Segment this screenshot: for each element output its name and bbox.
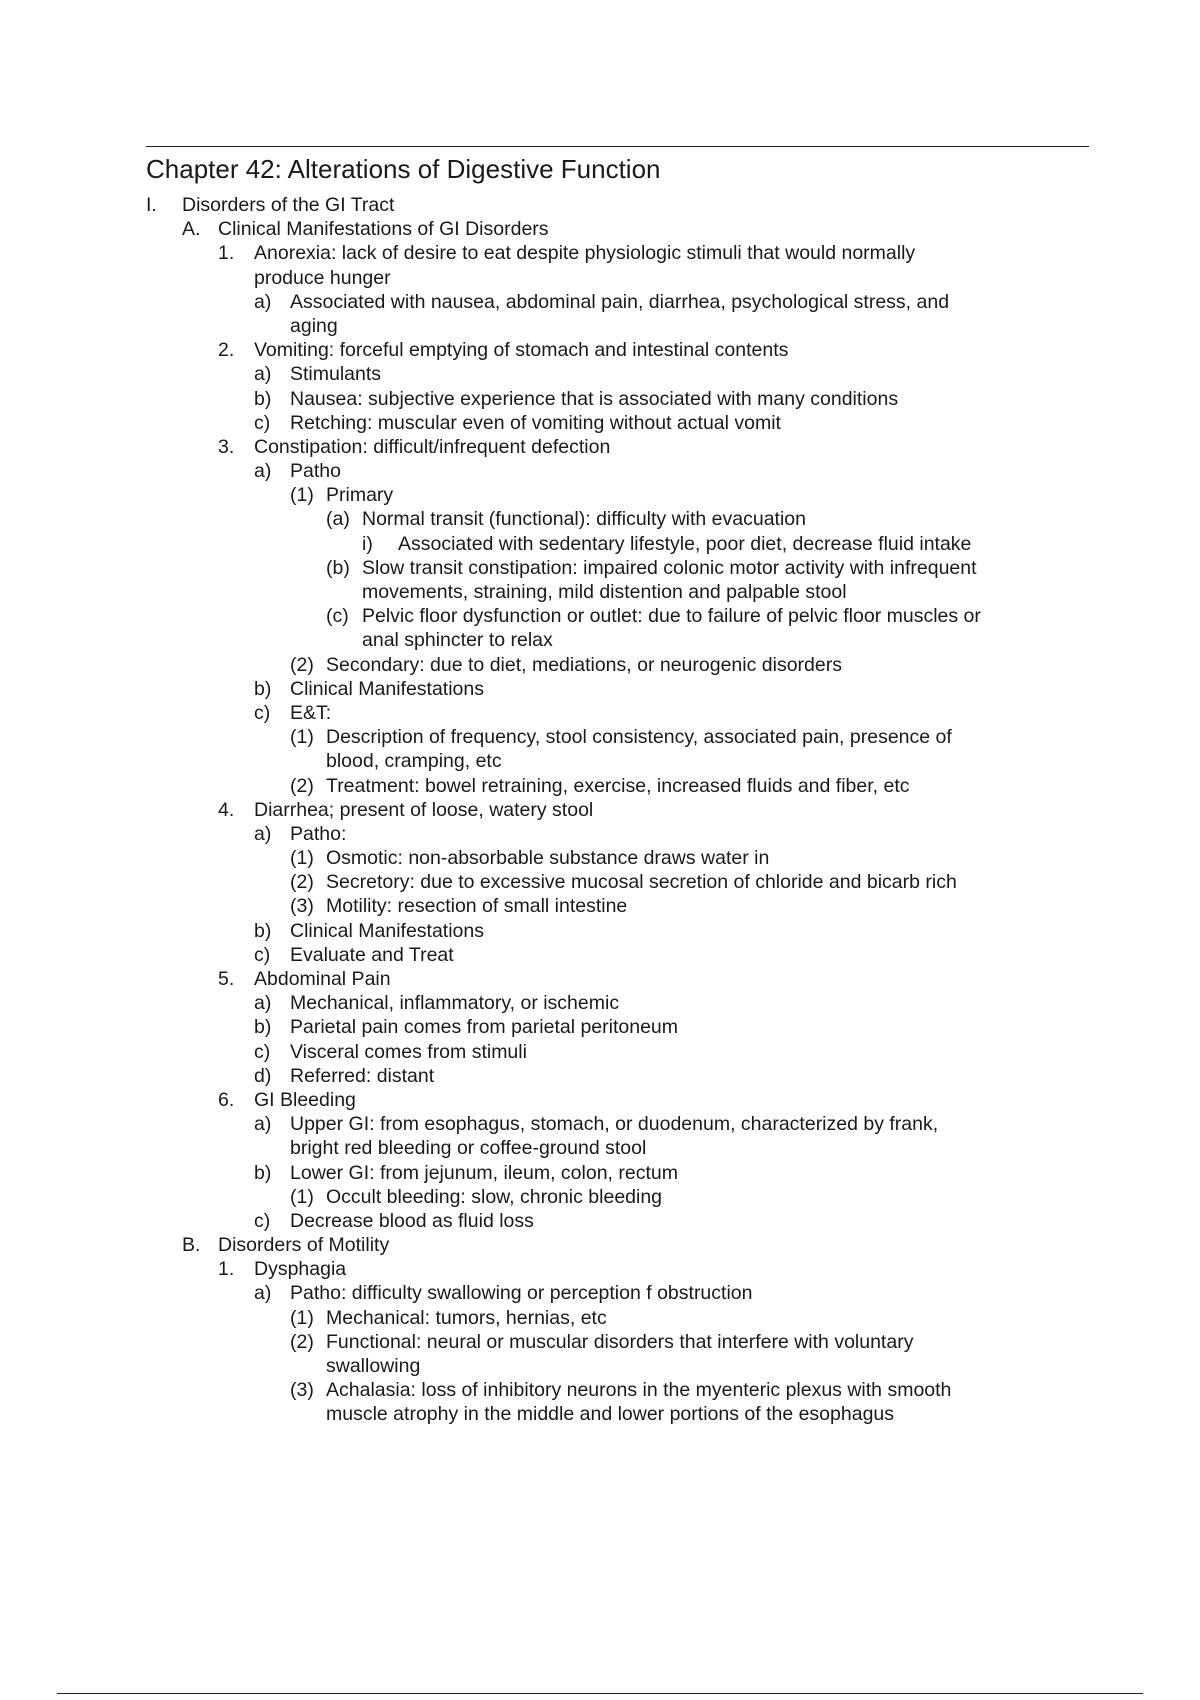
outline-text: Upper GI: from esophagus, stomach, or duodenum, characterized by frank, [290, 1113, 939, 1136]
outline-line [0, 1209, 1200, 1233]
outline-line [0, 314, 1200, 338]
outline-line [0, 217, 1200, 241]
outline-marker: (b) [326, 556, 350, 579]
outline-text: Visceral comes from stimuli [290, 1040, 527, 1063]
outline-text: Patho: difficulty swallowing or perception f obstruction [290, 1282, 753, 1305]
outline-line [0, 338, 1200, 362]
outline-line [0, 725, 1200, 749]
outline-marker: I. [146, 194, 157, 216]
outline-line [0, 1378, 1200, 1402]
outline-line [0, 580, 1200, 604]
outline-text: Patho: [290, 822, 347, 845]
outline-line [0, 1233, 1200, 1257]
outline-line [0, 894, 1200, 918]
outline-text: Clinical Manifestations [290, 919, 485, 942]
outline-line [0, 1088, 1200, 1112]
outline-line [0, 774, 1200, 798]
outline-text: aging [290, 314, 338, 337]
outline-line [0, 556, 1200, 580]
outline-text: Secretory: due to excessive mucosal secretion of chloride and bicarb rich [326, 871, 957, 894]
bottom-rule [57, 1693, 1143, 1694]
outline-line [0, 1040, 1200, 1064]
outline-text: muscle atrophy in the middle and lower portions of the esophagus [326, 1403, 895, 1426]
outline-text: Disorders of Motility [218, 1234, 390, 1257]
outline-marker: c) [254, 1209, 271, 1232]
outline-line [0, 653, 1200, 677]
outline-marker: (2) [290, 774, 314, 797]
outline-marker: d) [254, 1064, 272, 1087]
outline-line [0, 387, 1200, 411]
outline-marker: 2. [218, 339, 235, 362]
outline-marker: (3) [290, 1379, 314, 1402]
outline-line [0, 1281, 1200, 1305]
outline-line [0, 1161, 1200, 1185]
outline-marker: 1. [218, 1258, 235, 1281]
outline-marker: a) [254, 992, 272, 1015]
outline-line [0, 483, 1200, 507]
outline-line [0, 507, 1200, 531]
outline-text: Decrease blood as fluid loss [290, 1209, 534, 1232]
outline-marker: c) [254, 1040, 271, 1063]
outline-line [0, 991, 1200, 1015]
outline-line [0, 1015, 1200, 1039]
outline-line [0, 241, 1200, 265]
outline-line [0, 290, 1200, 314]
outline-marker: c) [254, 411, 271, 434]
outline-text: Description of frequency, stool consistency, associated pain, presence of [326, 726, 952, 749]
outline-line [0, 870, 1200, 894]
outline-text: Motility: resection of small intestine [326, 895, 628, 918]
outline-line [0, 1136, 1200, 1160]
outline-text: Stimulants [290, 363, 382, 386]
outline-line [0, 1112, 1200, 1136]
outline-marker: a) [254, 290, 272, 313]
top-rule [146, 146, 1089, 147]
outline-text: Osmotic: non-absorbable substance draws water in [326, 847, 770, 870]
outline-marker: (a) [326, 508, 350, 531]
outline-text: Constipation: difficult/infrequent defection [254, 435, 611, 458]
outline-marker: a) [254, 1113, 272, 1136]
outline-text: Anorexia: lack of desire to eat despite physiologic stimuli that would normally [254, 242, 916, 265]
outline-text: Patho [290, 460, 341, 483]
outline-marker: (1) [290, 847, 314, 870]
outline-text: Nausea: subjective experience that is associated with many conditions [290, 387, 899, 410]
outline-line [0, 749, 1200, 773]
outline-text: anal sphincter to relax [362, 629, 553, 652]
outline-line [0, 1064, 1200, 1088]
outline-text: Dysphagia [254, 1258, 347, 1281]
outline-text: Normal transit (functional): difficulty with evacuation [362, 508, 806, 531]
outline-line [0, 362, 1200, 386]
outline-marker: b) [254, 919, 272, 942]
outline-text: Occult bleeding: slow, chronic bleeding [326, 1185, 663, 1208]
outline-line [0, 1257, 1200, 1281]
outline-text: Slow transit constipation: impaired colonic motor activity with infrequent [362, 556, 977, 579]
outline-line [0, 943, 1200, 967]
outline-text: Abdominal Pain [254, 968, 391, 990]
outline-text: Clinical Manifestations of GI Disorders [218, 218, 549, 241]
outline-text: Diarrhea; present of loose, watery stool [254, 798, 594, 821]
outline-line [0, 532, 1200, 556]
outline-line [0, 701, 1200, 725]
outline-text: Functional: neural or muscular disorders that interfere with voluntary [326, 1330, 914, 1353]
outline-line [0, 266, 1200, 290]
outline-marker: B. [182, 1234, 201, 1257]
outline-line [0, 798, 1200, 822]
outline-line [0, 822, 1200, 846]
outline-text: Retching: muscular even of vomiting without actual vomit [290, 411, 781, 434]
outline-text: Vomiting: forceful emptying of stomach and intestinal contents [254, 339, 789, 362]
outline-marker: A. [182, 218, 201, 241]
outline-marker: 5. [218, 968, 235, 990]
outline-line [0, 919, 1200, 943]
outline-marker: (c) [326, 605, 349, 628]
outline-text: Evaluate and Treat [290, 943, 454, 966]
outline-text: Achalasia: loss of inhibitory neurons in the myenteric plexus with smooth [326, 1379, 952, 1402]
outline-marker: a) [254, 1282, 272, 1305]
outline-line [0, 1306, 1200, 1330]
outline-marker: 4. [218, 798, 235, 821]
outline-line [0, 604, 1200, 628]
outline-marker: (2) [290, 653, 314, 676]
outline-marker: b) [254, 387, 272, 410]
outline-marker: (2) [290, 871, 314, 894]
outline-marker: b) [254, 1016, 272, 1039]
outline-text: produce hunger [254, 266, 391, 289]
outline-marker: i) [362, 532, 373, 555]
outline [0, 193, 1200, 1427]
outline-marker: (3) [290, 895, 314, 918]
outline-line [0, 967, 1200, 991]
outline-text: Mechanical: tumors, hernias, etc [326, 1306, 607, 1329]
outline-marker: (2) [290, 1330, 314, 1353]
outline-text: Associated with nausea, abdominal pain, diarrhea, psychological stress, and [290, 290, 950, 313]
outline-line [0, 1402, 1200, 1426]
outline-line [0, 677, 1200, 701]
outline-line [0, 411, 1200, 435]
outline-marker: (1) [290, 1185, 314, 1208]
outline-text: blood, cramping, etc [326, 750, 502, 773]
outline-marker: a) [254, 363, 272, 386]
outline-text: Mechanical, inflammatory, or ischemic [290, 992, 620, 1015]
outline-marker: c) [254, 701, 271, 724]
page-title: Chapter 42: Alterations of Digestive Function [146, 154, 661, 184]
outline-marker: 6. [218, 1088, 235, 1111]
outline-text: Referred: distant [290, 1064, 435, 1087]
outline-line [0, 846, 1200, 870]
outline-line [0, 1185, 1200, 1209]
outline-marker: a) [254, 822, 272, 845]
outline-text: bright red bleeding or coffee-ground stool [290, 1137, 647, 1160]
outline-marker: (1) [290, 1306, 314, 1329]
outline-line [0, 193, 1200, 217]
outline-text: movements, straining, mild distention and palpable stool [362, 581, 847, 603]
outline-marker: b) [254, 1161, 272, 1184]
outline-marker: c) [254, 943, 271, 966]
outline-line [0, 628, 1200, 652]
outline-marker: a) [254, 460, 272, 483]
outline-text: Parietal pain comes from parietal peritoneum [290, 1016, 679, 1039]
outline-line [0, 459, 1200, 483]
outline-text: Disorders of the GI Tract [182, 194, 395, 216]
outline-text: Primary [326, 484, 394, 507]
outline-line [0, 1330, 1200, 1354]
outline-marker: (1) [290, 726, 314, 749]
outline-text: GI Bleeding [254, 1088, 356, 1111]
outline-text: Pelvic floor dysfunction or outlet: due to failure of pelvic floor muscles or [362, 605, 981, 628]
outline-line [0, 1354, 1200, 1378]
outline-marker: 3. [218, 435, 235, 458]
outline-text: swallowing [326, 1355, 421, 1377]
outline-marker: 1. [218, 242, 235, 265]
outline-text: Associated with sedentary lifestyle, poor diet, decrease fluid intake [398, 532, 972, 555]
outline-text: Clinical Manifestations [290, 677, 485, 700]
outline-text: E&T: [290, 701, 332, 724]
outline-text: Secondary: due to diet, mediations, or neurogenic disorders [326, 653, 842, 676]
outline-text: Treatment: bowel retraining, exercise, increased fluids and fiber, etc [326, 774, 910, 797]
outline-marker: (1) [290, 484, 314, 507]
outline-text: Lower GI: from jejunum, ileum, colon, rectum [290, 1161, 678, 1184]
outline-marker: b) [254, 677, 272, 700]
outline-line [0, 435, 1200, 459]
